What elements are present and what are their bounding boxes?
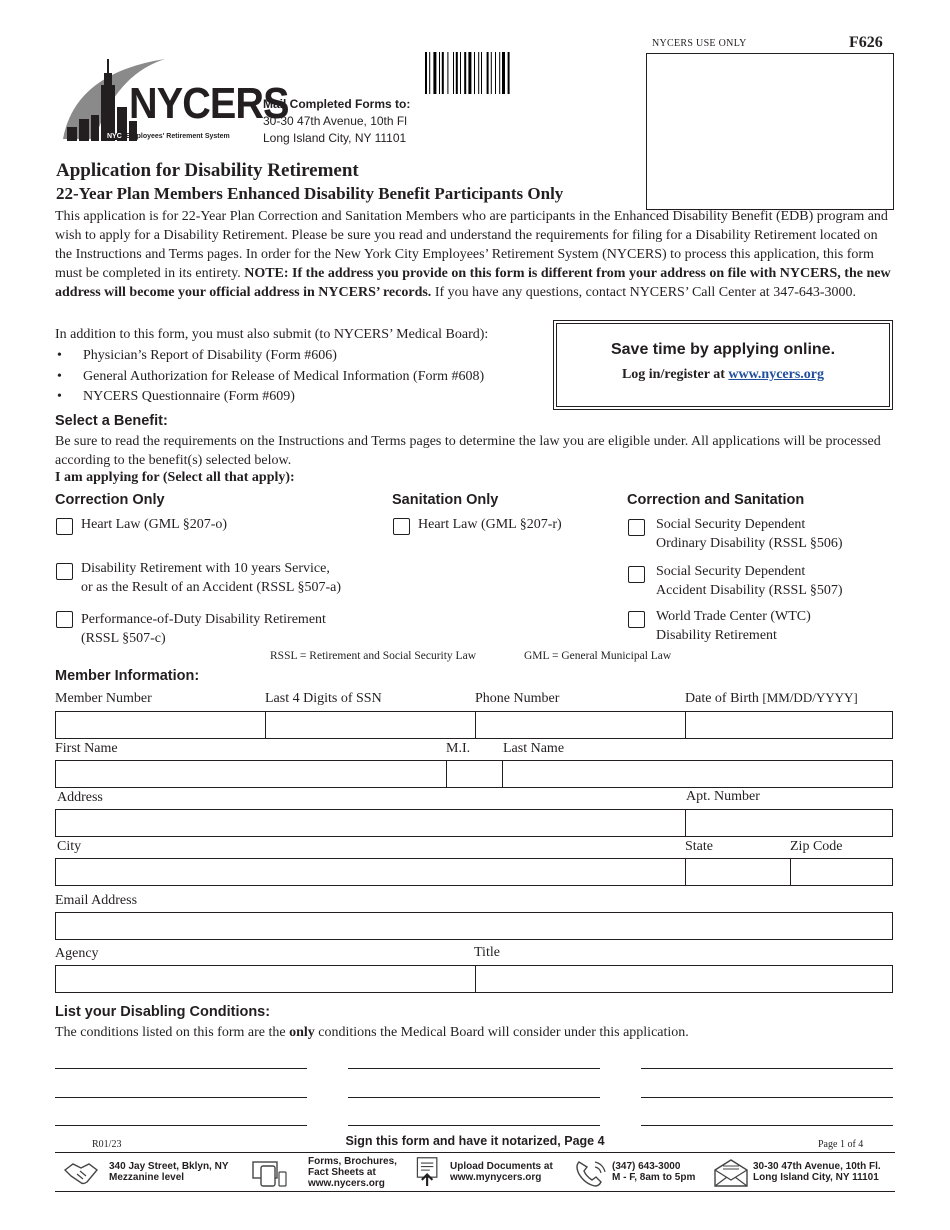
upload-icon (410, 1156, 446, 1186)
page-number: Page 1 of 4 (818, 1139, 864, 1150)
condition-line-4[interactable] (55, 1097, 307, 1098)
list-item: • General Authorization for Release of Medical Information (Form #608) (55, 367, 484, 388)
column-sanitation-only: Sanitation Only (392, 492, 499, 508)
form-code: F626 (849, 34, 883, 51)
member-info-row-6 (55, 965, 893, 993)
address-field[interactable] (56, 810, 685, 836)
zip-field[interactable] (790, 859, 892, 885)
member-info-row-2 (55, 760, 893, 788)
devices-icon (251, 1158, 287, 1188)
address-label: Address (57, 790, 103, 805)
sign-notarize-note: Sign this form and have it notarized, Page 4 (345, 1134, 605, 1148)
agency-label: Agency (55, 946, 99, 961)
condition-line-9[interactable] (641, 1125, 893, 1126)
page-subtitle: 22-Year Plan Members Enhanced Disability Benefit Participants Only (56, 184, 564, 203)
zip-label: Zip Code (790, 839, 843, 854)
nycers-website-link[interactable]: www.nycers.org (728, 367, 825, 382)
address-note: NOTE: If the address you provide on this form is different from your address on file with NYCERS, the new address will become your official address in NYCERS’ records. (55, 266, 891, 300)
performance-of-duty-507c-checkbox[interactable] (56, 611, 73, 628)
member-number-label: Member Number (55, 691, 152, 706)
apply-online-box: Save time by applying online. Log in/register at www.nycers.org (553, 320, 893, 410)
first-name-field[interactable] (56, 761, 446, 787)
footer-phone: (347) 643-3000 M - F, 8am to 5pm (612, 1161, 696, 1183)
phone-label: Phone Number (475, 691, 560, 706)
column-correction-and-sanitation: Correction and Sanitation (627, 492, 805, 508)
phone-icon (573, 1158, 609, 1188)
condition-line-1[interactable] (55, 1068, 307, 1069)
footer-visit: 340 Jay Street, Bklyn, NY Mezzanine level (109, 1161, 229, 1183)
phone-field[interactable] (475, 712, 685, 738)
condition-line-8[interactable] (348, 1125, 600, 1126)
condition-line-2[interactable] (348, 1068, 600, 1069)
envelope-icon (713, 1158, 749, 1188)
heart-law-207r-checkbox[interactable] (393, 518, 410, 535)
condition-line-5[interactable] (348, 1097, 600, 1098)
member-info-row-1 (55, 711, 893, 739)
page-title: Application for Disability Retirement (56, 160, 359, 181)
option-label: Heart Law (GML §207-o) (81, 517, 228, 532)
list-item: • Physician’s Report of Disability (Form #606) (55, 346, 484, 367)
state-label: State (685, 839, 713, 854)
mail-line-2: Long Island City, NY 11101 (263, 131, 407, 145)
ssn-label: Last 4 Digits of SSN (265, 691, 382, 706)
intro-paragraph: This application is for 22-Year Plan Correction and Sanitation Members who are participants in the Enhanced Disability Benefit (EDB) program and wish to apply for a Disability Retirement. Please be sure you read and understand the requirements for filing for a Disability Retirement located on the Instructions and Terms pages. In order for the New York City Employees’ Retirement System (NYCERS) to process this application, this form must be completed in its entirety. NOTE: If the address you provide on this form is different from your address on file with NYCERS, the new address will become your official address in NYCERS’ records. If you have any questions, contact NYCERS’ Call Center at 347-643-3000. (55, 209, 891, 300)
footer-mail: 30-30 47th Avenue, 10th Fl. Long Island City, NY 11101 (753, 1161, 881, 1183)
dob-field[interactable] (685, 712, 892, 738)
ss-dependent-ordinary-506-checkbox[interactable] (628, 519, 645, 536)
legend-gml: GML = General Municipal Law (524, 650, 672, 662)
last-name-label: Last Name (503, 741, 565, 756)
agency-field[interactable] (56, 966, 475, 992)
option-label: World Trade Center (WTC) Disability Retirement (656, 609, 811, 643)
legend-rssl: RSSL = Retirement and Social Security Law (270, 650, 476, 662)
mi-field[interactable] (446, 761, 502, 787)
email-label: Email Address (55, 893, 138, 908)
email-field[interactable] (55, 912, 893, 940)
footer-upload: Upload Documents at www.mynycers.org (450, 1161, 553, 1183)
mail-line-1: 30-30 47th Avenue, 10th Fl (263, 114, 407, 128)
condition-line-7[interactable] (55, 1125, 307, 1126)
wtc-disability-checkbox[interactable] (628, 611, 645, 628)
condition-line-6[interactable] (641, 1097, 893, 1098)
heart-law-207o-checkbox[interactable] (56, 518, 73, 535)
last-name-field[interactable] (502, 761, 892, 787)
logo-wordmark: NYCERS (129, 79, 289, 128)
handshake-icon (63, 1158, 99, 1188)
condition-line-3[interactable] (641, 1068, 893, 1069)
mi-label: M.I. (446, 741, 471, 756)
barcode (425, 52, 533, 94)
conditions-heading: List your Disabling Conditions: (55, 1004, 271, 1020)
city-field[interactable] (56, 859, 685, 885)
conditions-instructions: The conditions listed on this form are the only conditions the Medical Board will consider under this application. (55, 1025, 689, 1040)
footer-contact-bar (55, 1152, 895, 1192)
dob-label: Date of Birth [MM/DD/YYYY] (685, 690, 858, 706)
nycers-use-only-label: NYCERS USE ONLY (652, 38, 747, 49)
member-info-row-3 (55, 809, 893, 837)
ss-dependent-accident-507-checkbox[interactable] (628, 566, 645, 583)
member-number-field[interactable] (56, 712, 265, 738)
apt-field[interactable] (685, 810, 892, 836)
state-field[interactable] (685, 859, 790, 885)
option-label: Performance-of-Duty Disability Retirement (RSSL §507-c) (81, 612, 326, 646)
submit-requirements-text: In addition to this form, you must also submit (to NYCERS’ Medical Board): (55, 327, 489, 342)
title-label: Title (474, 945, 500, 960)
footer-forms: Forms, Brochures, Fact Sheets at www.nycers.org (308, 1156, 397, 1189)
ssn-last4-field[interactable] (265, 712, 475, 738)
mail-heading: Mail Completed Forms to: (263, 97, 411, 111)
option-label: Social Security Dependent Accident Disability (RSSL §507) (656, 564, 843, 598)
first-name-label: First Name (55, 741, 118, 756)
nycers-use-only-box (646, 53, 894, 210)
benefit-instructions: Be sure to read the requirements on the Instructions and Terms pages to determine the law you are eligible under. All applications will be processed according to the benefit(s) selected below. (55, 434, 881, 468)
city-label: City (57, 839, 82, 854)
list-item: • NYCERS Questionnaire (Form #609) (55, 387, 484, 408)
title-field[interactable] (475, 966, 892, 992)
mailing-address (263, 96, 410, 147)
disability-507a-checkbox[interactable] (56, 563, 73, 580)
logo-subtitle: NYC Employees' Retirement System (107, 133, 230, 140)
apply-online-headline: Save time by applying online. (610, 341, 836, 358)
option-label: Heart Law (GML §207-r) (418, 517, 562, 532)
revision-code: R01/23 (92, 1139, 122, 1150)
option-label: Social Security Dependent Ordinary Disability (RSSL §506) (656, 517, 843, 551)
column-correction-only: Correction Only (55, 492, 165, 508)
member-info-heading: Member Information: (55, 668, 200, 684)
option-label: Disability Retirement with 10 years Service, or as the Result of an Accident (RSSL §507-a) (81, 561, 341, 595)
applying-for-label: I am applying for (Select all that apply): (55, 470, 295, 485)
benefit-heading: Select a Benefit: (55, 413, 168, 429)
apt-label: Apt. Number (686, 789, 760, 804)
member-info-row-4 (55, 858, 893, 886)
required-forms-list (55, 346, 484, 408)
nycers-logo (55, 55, 289, 150)
